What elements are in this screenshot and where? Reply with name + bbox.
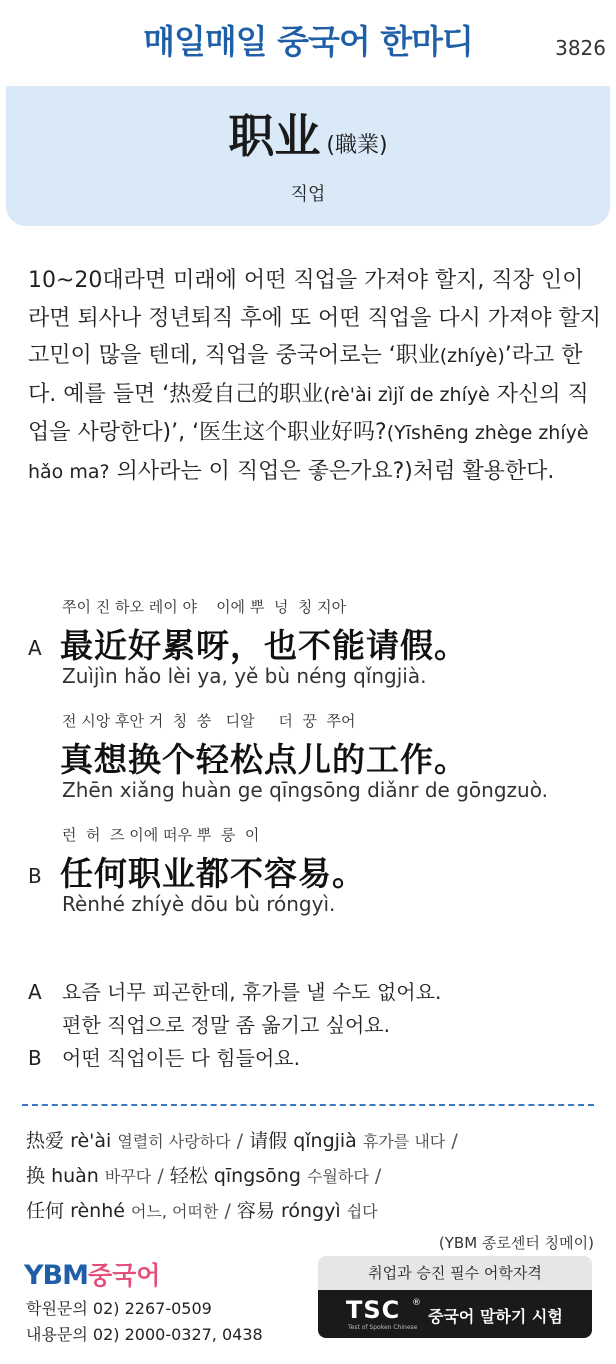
- tsc-name: 중국어 말하기 시험: [428, 1307, 563, 1326]
- dialogue-hanzi: 任何职业都不容易。: [60, 854, 366, 893]
- dialogue-reading: 전 시앙 후안 거 칭 쑹 디알 더 꿍 쭈어: [62, 712, 356, 730]
- translation-speaker: [28, 1009, 62, 1042]
- dialogue-pinyin: Zhēn xiǎng huàn ge qīngsōng diǎnr de gōngzuò.: [62, 778, 548, 802]
- vocab-word: 容易: [236, 1200, 275, 1222]
- issue-number: 3826: [555, 36, 606, 60]
- tsc-logo: TSC: [346, 1296, 401, 1324]
- tsc-subtitle: Test of Spoken Chinese: [348, 1324, 418, 1331]
- academy-phone: 학원문의 02) 2267-0509: [26, 1299, 212, 1318]
- title-box: [6, 86, 610, 226]
- ybm-logo: [24, 1256, 160, 1292]
- dialogue-hanzi: 真想换个轻松点儿的工作。: [60, 740, 468, 779]
- title-line: [6, 100, 610, 166]
- vocab-line: 任何 rènhé 어느, 어떠한 / 容易 róngyì 쉽다: [26, 1200, 378, 1222]
- vocab-pinyin: rè'ài: [70, 1130, 112, 1152]
- intro-segment: 10~20대라면 미래에 어떤 직업을 가져야 할지, 직장 인이라면 퇴사나 정년퇴직 후에 또 어떤 직업을 다시 가져야 할지 고민이 많을 텐데, 직업을 중국어로는 ‘职业: [28, 268, 601, 368]
- dashed-divider: [22, 1104, 594, 1106]
- dialogue-pinyin: Rènhé zhíyè dōu bù róngyì.: [62, 892, 336, 916]
- vocab-line: 热爱 rè'ài 열렬히 사랑하다 / 请假 qǐngjià 휴가를 내다 /: [26, 1130, 458, 1152]
- vocab-gloss: 수월하다: [306, 1167, 369, 1186]
- vocab-gloss: 바꾸다: [104, 1167, 152, 1186]
- vocab-pinyin: qīngsōng: [213, 1165, 301, 1187]
- vocab-pinyin: huàn: [51, 1165, 99, 1187]
- series-title: 매일매일 중국어 한마디: [143, 22, 473, 61]
- translation-speaker: A: [28, 980, 42, 1004]
- intro-paragraph: [28, 262, 602, 491]
- tsc-logo-bar: [318, 1290, 592, 1338]
- vocab-pinyin: róngyì: [280, 1200, 341, 1222]
- intro-segment: (Yīshēng zhège zhíyè hǎo ma?: [28, 422, 589, 483]
- vocab-word: 请假: [249, 1130, 288, 1152]
- title-hanja: (職業): [326, 133, 388, 158]
- dialogue-hanzi: 最近好累呀，也不能请假。: [60, 626, 468, 665]
- vocab-word: 任何: [26, 1200, 65, 1222]
- dialogue-speaker: B: [28, 864, 42, 888]
- translation-speaker: B: [28, 1046, 42, 1070]
- intro-segment: 의사라는 이 직업은 좋은가요?)처럼 활용한다.: [109, 458, 555, 484]
- intro-segment: ’라고 한다. 예를 들면 ‘热爱自己的职业: [28, 343, 583, 407]
- dialogue-reading: 런 허 즈 이에 떠우 뿌 룽 이: [62, 826, 260, 844]
- vocab-pinyin: qǐngjià: [293, 1130, 357, 1152]
- translation-line: [28, 976, 602, 1009]
- ybm-logo-subtext: 중국어: [88, 1261, 161, 1290]
- translation-text: 편한 직업으로 정말 좀 옮기고 싶어요.: [62, 1013, 390, 1037]
- vocab-word: 热爱: [26, 1130, 65, 1152]
- intro-segment: (zhíyè): [439, 345, 505, 367]
- dialogue-pinyin: Zuìjìn hǎo lèi ya, yě bù néng qǐngjià.: [62, 664, 427, 688]
- vocab-line: 换 huàn 바꾸다 / 轻松 qīngsōng 수월하다 /: [26, 1165, 382, 1187]
- registered-mark-icon: ®: [412, 1298, 421, 1308]
- intro-segment: 자신의 직업을 사랑한다)’, ‘医生这个职业好吗?: [28, 381, 589, 445]
- header-bar: [0, 0, 616, 86]
- dialogue-reading: 쭈이 진 하오 레이 야 이에 뿌 넝 칭 지아: [62, 598, 347, 616]
- vocab-gloss: 열렬히 사랑하다: [117, 1132, 231, 1151]
- vocab-gloss: 어느, 어떠한: [130, 1202, 219, 1221]
- tsc-tagline: 취업과 승진 필수 어학자격: [318, 1256, 592, 1290]
- translation-line: [28, 1009, 602, 1042]
- dialogue-speaker: A: [28, 636, 42, 660]
- vocab-pinyin: rènhé: [70, 1200, 125, 1222]
- intro-segment: (rè'ài zìjǐ de zhíyè: [323, 383, 490, 406]
- title-korean: 직업: [290, 184, 326, 205]
- vocab-gloss: 휴가를 내다: [362, 1132, 446, 1151]
- translation-block: [28, 976, 602, 1075]
- ybm-logo-text: YBM: [24, 1260, 88, 1291]
- tsc-banner: [318, 1256, 592, 1338]
- vocab-word: 换: [26, 1165, 46, 1187]
- translation-text: 요즘 너무 피곤한데, 휴가를 낼 수도 없어요.: [62, 980, 442, 1004]
- content-phone: 내용문의 02) 2000-0327, 0438: [26, 1325, 263, 1344]
- translation-line: [28, 1042, 602, 1075]
- vocab-gloss: 쉽다: [346, 1202, 378, 1221]
- vocab-word: 轻松: [169, 1165, 208, 1187]
- author-credit: (YBM 종로센터 칭메이): [438, 1234, 594, 1252]
- title-hanzi: 职业: [228, 109, 321, 163]
- vocab-list: [26, 1124, 602, 1229]
- translation-text: 어떤 직업이든 다 힘들어요.: [62, 1046, 300, 1070]
